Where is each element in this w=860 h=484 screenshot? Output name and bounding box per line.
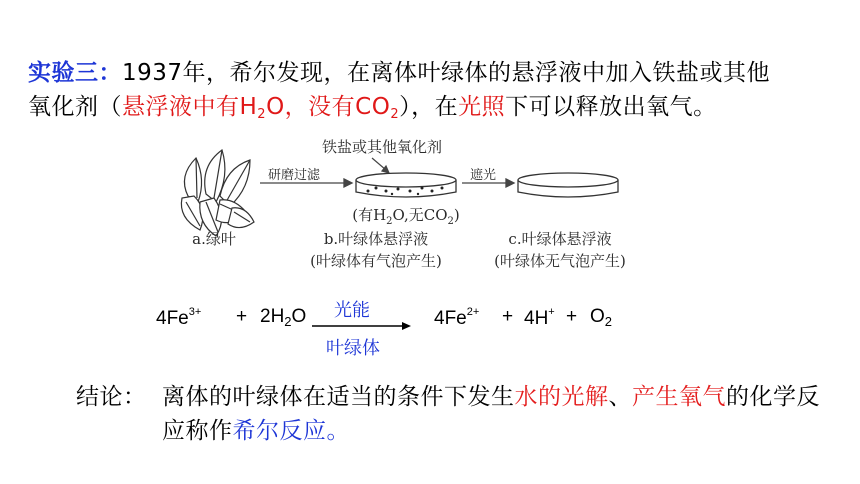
conclusion-text-3: 的化学反应称作 [162,384,820,444]
intro-red-1b: O，没有CO [266,94,391,120]
caption-b: b.叶绿体悬浮液 [323,230,429,248]
dish-c [518,173,618,197]
eq-rhs2: 4H+ [524,306,555,329]
caption-a: a.绿叶 [192,230,236,248]
eq-plus3: + [566,306,578,327]
arrow1-label: 研磨过滤 [268,168,321,183]
intro-text-3: ），在 [399,94,459,120]
intro-text-2: 氧化剂（ [28,94,122,120]
reagent-label: 铁盐或其他氧化剂 [322,138,443,156]
intro-red-2: 光照 [458,94,506,120]
conclusion-red-1: 水的光解 [514,384,609,410]
eq-plus1: + [236,306,248,327]
intro-paragraph [28,56,828,132]
conclusion-label: 结论： [76,384,147,410]
eq-condition-bottom: 叶绿体 [326,338,380,359]
intro-text-4: 下可以释放出氧气。 [505,94,717,120]
caption-c: c.叶绿体悬浮液 [508,230,612,248]
dish-note: (有$H_2O$,无$CO_2$) [352,206,460,227]
intro-text-1: 1937年，希尔发现，在离体叶绿体的悬浮液中加入铁盐或其他 [122,60,771,86]
experiment-label: 实验三： [28,60,122,86]
conclusion-red-2: 产生氧气 [632,384,726,410]
arrow2-label: 遮光 [470,168,497,183]
conclusion-blue-1: 希尔反应。 [232,418,350,444]
conclusion-text-1: 离体的叶绿体在适当的条件下发生 [162,384,515,410]
eq-plus2: + [502,306,514,327]
intro-red-sub2: 2 [390,107,400,122]
conclusion-text-2: 、 [608,384,632,410]
eq-lhs1: $4Fe^{3+}$ [156,306,202,329]
eq-rhs1: $4Fe^{2+}$ [434,306,480,329]
reagent-arrow [372,158,389,173]
caption-c2: (叶绿体无气泡产生) [494,252,626,270]
eq-lhs2: $2H_2O$ [260,306,307,329]
dish-b [356,173,456,197]
eq-condition-top: 光能 [334,300,370,321]
conclusion-body [162,380,842,448]
caption-b2: (叶绿体有气泡产生) [310,252,442,270]
eq-arrow [312,320,412,332]
experiment-diagram [176,136,656,276]
intro-red-sub1: 2 [257,107,267,122]
leaves-icon [181,150,254,236]
intro-red-1a: 悬浮液中有H [122,94,258,120]
eq-rhs3: $O_2$ [590,306,613,329]
